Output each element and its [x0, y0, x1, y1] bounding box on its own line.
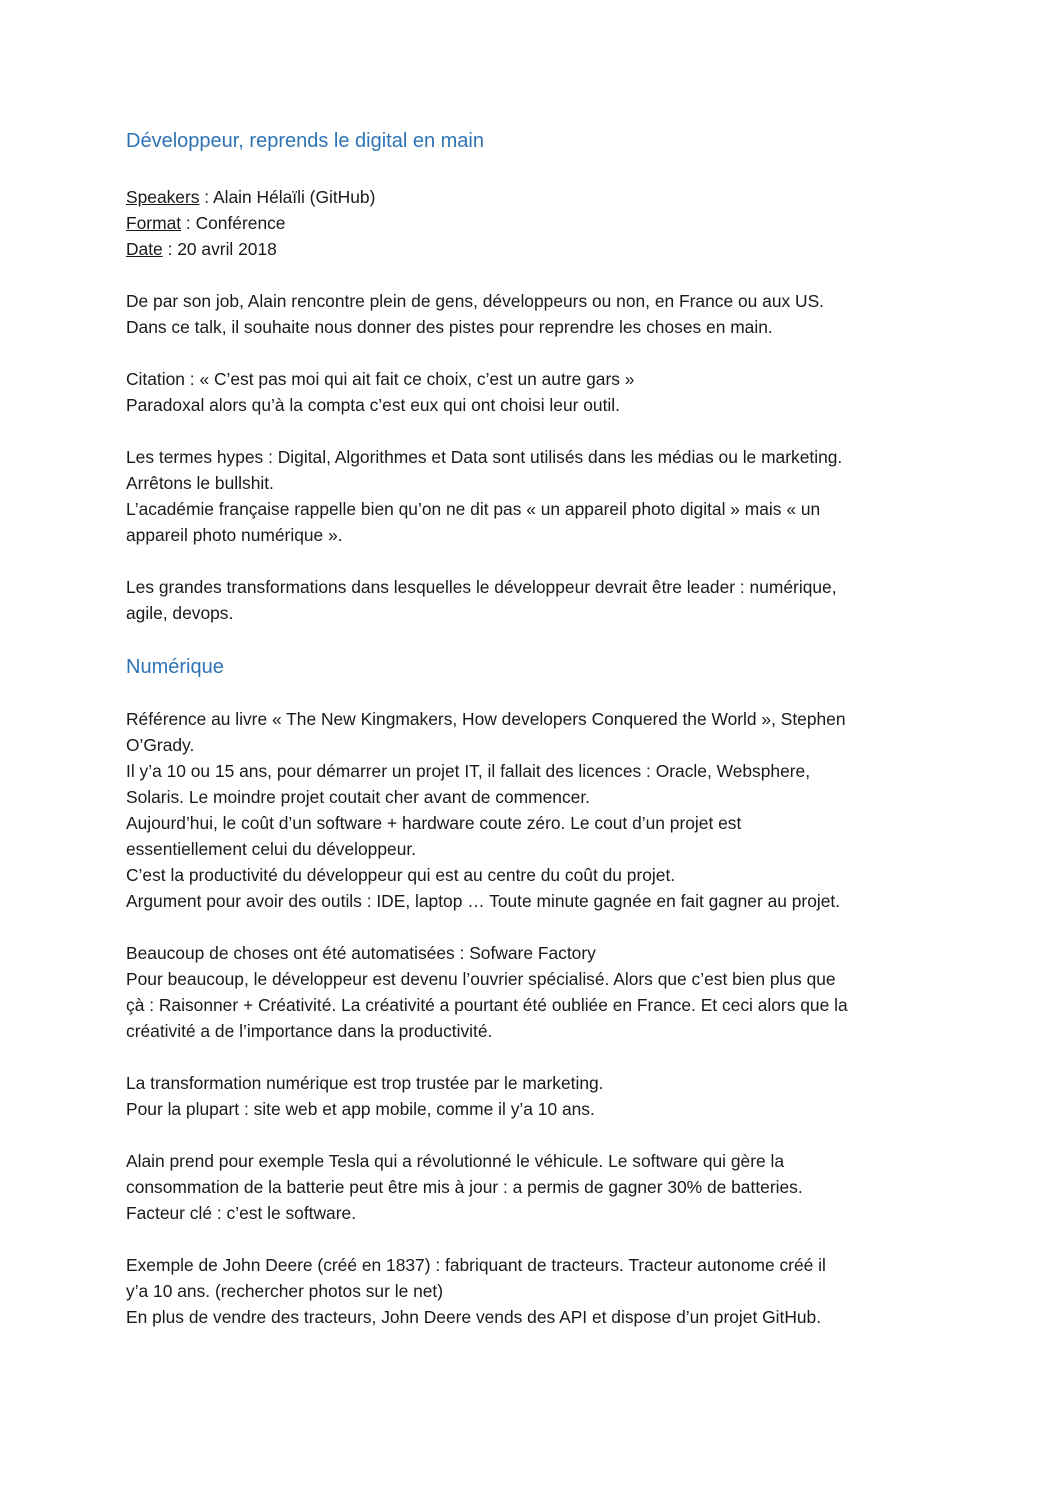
document-title: Développeur, reprends le digital en main	[126, 130, 484, 152]
text-line: Les termes hypes : Digital, Algorithmes et Data sont utilisés dans les médias ou le marketing.	[126, 447, 843, 467]
date-value: : 20 avril 2018	[162, 239, 277, 259]
date-label: Date	[126, 239, 163, 259]
talk-metadata	[126, 184, 946, 262]
section-paragraph	[126, 1070, 946, 1122]
text-line: Aujourd’hui, le coût d’un software + hardware coute zéro. Le cout d’un projet est	[126, 813, 742, 833]
text-line: Exemple de John Deere (créé en 1837) : fabriquant de tracteurs. Tracteur autonome créé il	[126, 1255, 826, 1275]
text-line: Argument pour avoir des outils : IDE, laptop … Toute minute gagnée en fait gagner au projet.	[126, 891, 841, 911]
text-line: Alain prend pour exemple Tesla qui a révolutionné le véhicule. Le software qui gère la	[126, 1151, 785, 1171]
text-line: créativité a de l’importance dans la productivité.	[126, 1021, 493, 1041]
section-paragraph	[126, 1252, 946, 1330]
text-line: Les grandes transformations dans lesquelles le développeur devrait être leader : numérique,	[126, 577, 837, 597]
text-line: agile, devops.	[126, 603, 234, 623]
section-paragraph	[126, 940, 946, 1044]
text-line: O’Grady.	[126, 735, 195, 755]
text-line: Dans ce talk, il souhaite nous donner des pistes pour reprendre les choses en main.	[126, 317, 773, 337]
text-line: Il y’a 10 ou 15 ans, pour démarrer un projet IT, il fallait des licences : Oracle, Websphere,	[126, 761, 811, 781]
text-line: La transformation numérique est trop trustée par le marketing.	[126, 1073, 604, 1093]
speakers-line	[126, 184, 946, 210]
intro-paragraph	[126, 366, 946, 418]
intro-paragraph	[126, 444, 946, 548]
document-content	[126, 128, 946, 1330]
section-heading-numerique: Numérique	[126, 656, 224, 678]
text-line: appareil photo numérique ».	[126, 525, 343, 545]
text-line: L’académie française rappelle bien qu’on ne dit pas « un appareil photo digital » mais « un	[126, 499, 821, 519]
speakers-value: : Alain Hélaïli (GitHub)	[199, 187, 376, 207]
text-line: Pour la plupart : site web et app mobile, comme il y’a 10 ans.	[126, 1099, 595, 1119]
section-paragraph	[126, 706, 946, 914]
text-line: consommation de la batterie peut être mis à jour : a permis de gagner 30% de batteries.	[126, 1177, 803, 1197]
intro-paragraph	[126, 574, 946, 626]
text-line: C’est la productivité du développeur qui est au centre du coût du projet.	[126, 865, 676, 885]
text-line: De par son job, Alain rencontre plein de gens, développeurs ou non, en France ou aux US.	[126, 291, 825, 311]
format-label: Format	[126, 213, 182, 233]
text-line: Facteur clé : c’est le software.	[126, 1203, 357, 1223]
text-line: çà : Raisonner + Créativité. La créativité a pourtant été oubliée en France. Et ceci alors que la	[126, 995, 848, 1015]
date-line	[126, 236, 946, 262]
intro-paragraph	[126, 288, 946, 340]
speakers-label: Speakers	[126, 187, 200, 207]
text-line: En plus de vendre des tracteurs, John Deere vends des API et dispose d’un projet GitHub.	[126, 1307, 822, 1327]
format-line	[126, 210, 946, 236]
text-line: Référence au livre « The New Kingmakers, How developers Conquered the World », Stephen	[126, 709, 846, 729]
text-line: Beaucoup de choses ont été automatisées : Sofware Factory	[126, 943, 596, 963]
format-value: : Conférence	[181, 213, 286, 233]
text-line: Paradoxal alors qu’à la compta c’est eux qui ont choisi leur outil.	[126, 395, 620, 415]
text-line: essentiellement celui du développeur.	[126, 839, 417, 859]
text-line: Arrêtons le bullshit.	[126, 473, 274, 493]
text-line: Pour beaucoup, le développeur est devenu l’ouvrier spécialisé. Alors que c’est bien plus que	[126, 969, 836, 989]
text-line: y’a 10 ans. (rechercher photos sur le net)	[126, 1281, 444, 1301]
section-paragraph	[126, 1148, 946, 1226]
text-line: Citation : « C’est pas moi qui ait fait ce choix, c’est un autre gars »	[126, 369, 635, 389]
text-line: Solaris. Le moindre projet coutait cher avant de commencer.	[126, 787, 590, 807]
